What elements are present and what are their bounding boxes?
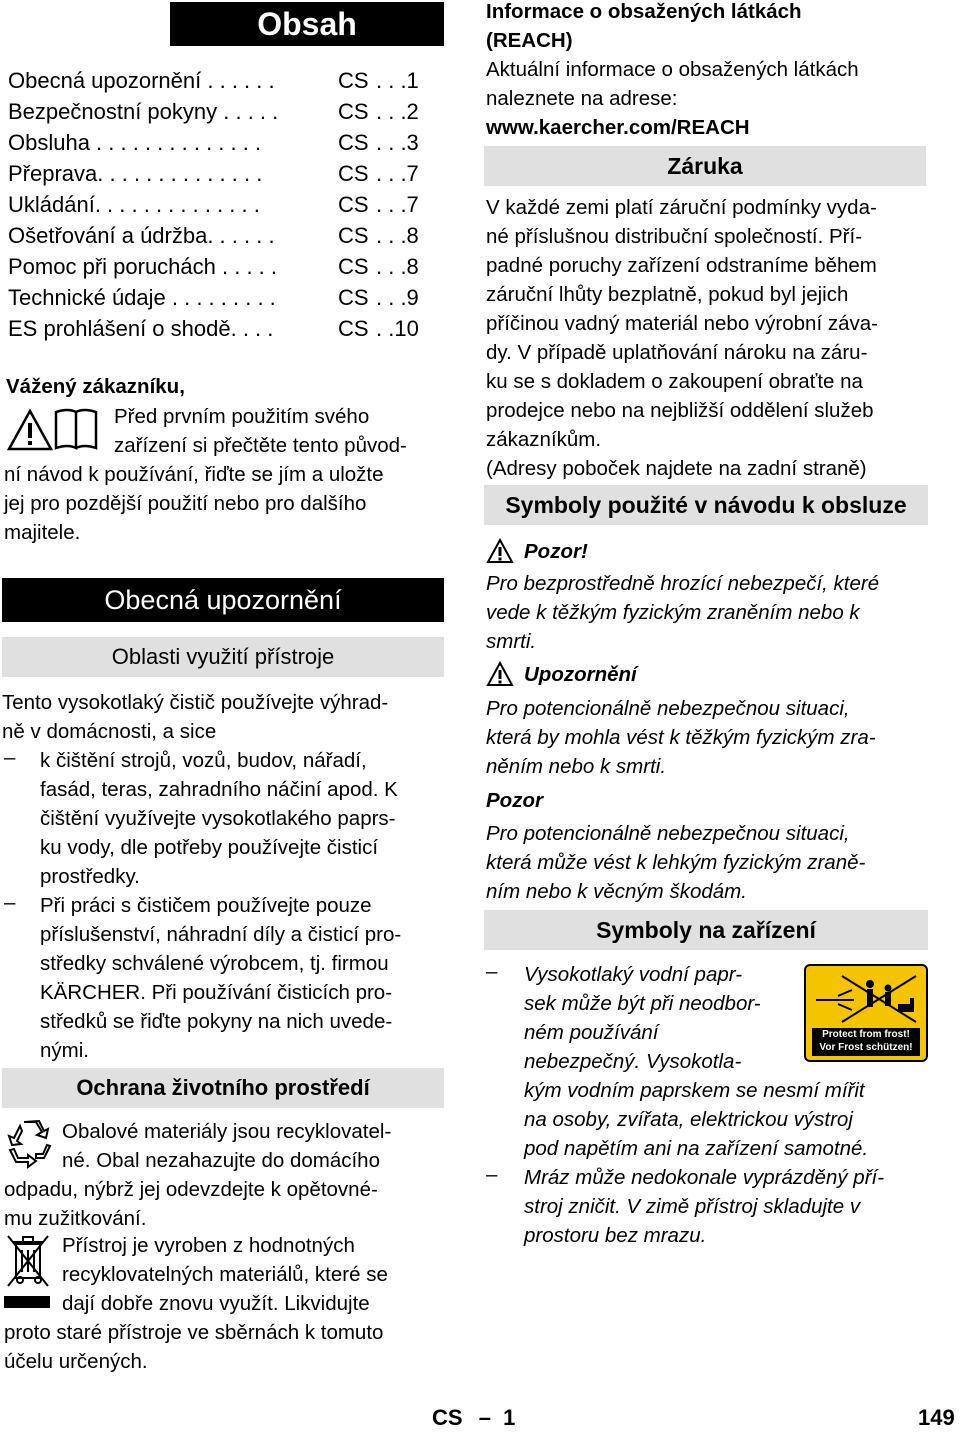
toc-item[interactable]: [8, 190, 438, 220]
toc-item-code: CS: [338, 99, 369, 124]
gen-b2-line: středky schválené výrobcem, tj. firmou: [40, 952, 389, 975]
gen-b2-line: Při práci s čističem používejte pouze: [40, 894, 372, 917]
device-bullet-dash-2: –: [486, 1163, 498, 1186]
toc-item-title: Technické údaje . . . . . . . . .: [8, 285, 276, 310]
danger-line-3: smrti.: [486, 630, 537, 653]
crossed-bin-icon: [4, 1232, 52, 1312]
warning-read-manual-icon: [6, 406, 100, 452]
env-para1-line-2: né. Obal nezahazujte do domácího: [62, 1149, 380, 1172]
toc-item-title: Bezpečnostní pokyny . . . . .: [8, 99, 279, 124]
warning-label: Upozornění: [524, 663, 637, 686]
footer-dash: –: [478, 1405, 491, 1430]
warranty-lines-line: ku se s dokladem o zakoupení obraťte na: [486, 370, 863, 393]
footer-section-code: CS: [432, 1405, 463, 1430]
toc-item-page: . .10: [376, 316, 419, 341]
gen-b1-line: k čištění strojů, vozů, budov, nářadí,: [40, 749, 367, 772]
section-title-general: Obecná upozornění: [2, 578, 444, 622]
warranty-lines-line: prodejce nebo na nejbližší oddělení služeb: [486, 399, 874, 422]
toc-item-page: . . .2: [376, 99, 419, 124]
gen-b1-line: prostředky.: [40, 865, 140, 888]
greeting: Vážený zákazníku,: [6, 375, 185, 398]
danger-line-2: vede k těžkým fyzickým zraněním nebo k: [486, 601, 860, 624]
sticker-line-1: Protect from frost!: [822, 1029, 910, 1040]
toc-item[interactable]: [8, 221, 438, 251]
warranty-lines-line: příčinou vadný materiál nebo výrobní záva-: [486, 312, 878, 335]
toc-item-title: Ošetřování a údržba. . . . . .: [8, 223, 275, 248]
reach-line-1: Aktuální informace o obsažených látkách: [486, 58, 859, 81]
danger-line-1: Pro bezprostředně hrozící nebezpečí, které: [486, 572, 880, 595]
subsection-title-usage: Oblasti využití přístroje: [2, 637, 444, 677]
warranty-lines-line: né příslušnou distribuční společností. Pří-: [486, 225, 863, 248]
warranty-lines-line: zákazníkům.: [486, 428, 602, 451]
dev-b1-line: sek může být při neodbor-: [524, 992, 761, 1015]
device-bullet-dash-1: –: [486, 960, 498, 983]
caution-line-2: která může vést k lehkým fyzickým zraně-: [486, 851, 866, 874]
usage-line-1: Tento vysokotlaký čistič používejte výhrad-: [2, 691, 389, 714]
gen-b2-line: KÄRCHER. Při používání čisticích pro-: [40, 981, 393, 1004]
env-para2-line-5: účelu určených.: [4, 1350, 148, 1373]
toc-item[interactable]: [8, 128, 438, 158]
recycle-icon: [6, 1118, 54, 1170]
toc-item-code: CS: [338, 192, 369, 217]
gen-b2-line: nými.: [40, 1039, 89, 1062]
dev-b2-line: prostoru bez mrazu.: [524, 1224, 707, 1247]
toc-item-code: CS: [338, 68, 369, 93]
gen-b2-line: příslušenství, náhradní díly a čisticí pro-: [40, 923, 402, 946]
toc-item-title: Ukládání. . . . . . . . . . . . . .: [8, 192, 260, 217]
gen-b2-line: středků se řiďte pokyny na nich uvede-: [40, 1010, 393, 1033]
footer-section-page: 1: [503, 1405, 516, 1430]
warning-line-3: něním nebo k smrti.: [486, 755, 667, 778]
danger-triangle-icon: [486, 538, 514, 564]
toc-item[interactable]: [8, 97, 438, 127]
toc-item-title: ES prohlášení o shodě. . . .: [8, 316, 274, 341]
water-jet-prohibition-icon: [812, 970, 920, 1026]
toc-item[interactable]: [8, 66, 438, 96]
footer-section: [432, 1405, 515, 1431]
dev-b2-line: Mráz může nedokonale vyprázděný pří-: [524, 1166, 885, 1189]
warning-triangle-icon: [486, 661, 514, 687]
intro-line-1: Před prvním použitím svého: [114, 405, 370, 428]
toc-item-code: CS: [338, 316, 369, 341]
sticker-line-2: Vor Frost schützen!: [819, 1042, 913, 1053]
warranty-lines-line: padné poruchy zařízení odstraníme během: [486, 254, 877, 277]
page-number: 149: [918, 1405, 955, 1430]
toc-item-title: Pomoc při poruchách . . . . .: [8, 254, 278, 279]
toc-item-title: Přeprava. . . . . . . . . . . . . .: [8, 161, 263, 186]
toc-item-code: CS: [338, 285, 369, 310]
section-title-symbols-device: Symboly na zařízení: [484, 910, 928, 950]
warranty-lines-line: (Adresy poboček najdete na zadní straně): [486, 457, 867, 480]
env-para2-line-1: Přístroj je vyroben z hodnotných: [62, 1234, 355, 1257]
danger-label: Pozor!: [524, 540, 588, 563]
toc-item-page: . . .7: [376, 161, 419, 186]
dev-b1-line: nebezpečný. Vysokotla-: [524, 1050, 742, 1073]
warning-line-2: která by mohla vést k těžkým fyzickým zra-: [486, 726, 876, 749]
warranty-lines-line: dy. V případě uplatňování nároku na záru-: [486, 341, 868, 364]
env-para2-line-4: proto staré přístroje ve sběrnách k tomuto: [4, 1321, 384, 1344]
dev-b1-line: kým vodním paprskem se nesmí mířit: [524, 1079, 865, 1102]
intro-line-4: jej pro pozdější použití nebo pro dalšího: [4, 492, 367, 515]
toc-item[interactable]: [8, 283, 438, 313]
warranty-lines-line: záruční lhůty bezplatně, pokud byl jejich: [486, 283, 849, 306]
bullet-dash-2: –: [4, 891, 16, 914]
toc-item[interactable]: [8, 314, 438, 344]
reach-line-2: naleznete na adrese:: [486, 87, 678, 110]
dev-b1-line: pod napětím ani na zařízení samotné.: [524, 1137, 869, 1160]
env-para2-line-2: recyklovatelných materiálů, které se: [62, 1263, 388, 1286]
toc-item-page: . . .3: [376, 130, 419, 155]
env-para1-line-4: mu zužitkování.: [4, 1207, 147, 1230]
caution-line-3: ním nebo k věcným škodám.: [486, 880, 747, 903]
gen-b1-line: fasád, teras, zahradního náčiní apod. K: [40, 778, 398, 801]
toc-item-code: CS: [338, 254, 369, 279]
dev-b2-line: stroj zničit. V zimě přístroj skladujte v: [524, 1195, 861, 1218]
dev-b1-line: ném používání: [524, 1021, 659, 1044]
toc-title: Obsah: [170, 2, 444, 46]
env-para2-line-3: dají dobře znovu využít. Likvidujte: [62, 1292, 370, 1315]
dev-b1-line: na osoby, zvířata, elektrickou výstroj: [524, 1108, 853, 1131]
toc-item-code: CS: [338, 223, 369, 248]
caution-line-1: Pro potencionálně nebezpečnou situaci,: [486, 822, 850, 845]
env-para1-line-1: Obalové materiály jsou recyklovatel-: [62, 1120, 392, 1143]
toc-item-page: . . .8: [376, 223, 419, 248]
toc-item[interactable]: [8, 252, 438, 282]
warning-line-1: Pro potencionálně nebezpečnou situaci,: [486, 697, 850, 720]
reach-title-line-2: (REACH): [486, 29, 573, 52]
section-title-symbols-manual: Symboly použité v návodu k obsluze: [484, 485, 928, 525]
toc-item-page: . . .8: [376, 254, 419, 279]
warranty-lines-line: V každé zemi platí záruční podmínky vyda-: [486, 196, 877, 219]
intro-line-2: zařízení si přečtěte tento původ-: [114, 434, 407, 457]
toc-item-page: . . .1: [376, 68, 419, 93]
section-title-environment: Ochrana životního prostředí: [2, 1068, 444, 1108]
toc-item-code: CS: [338, 130, 369, 155]
env-para1-line-3: odpadu, nýbrž jej odevzdejte k opětovné-: [4, 1178, 378, 1201]
usage-line-2: ně v domácnosti, a sice: [2, 720, 217, 743]
toc-item[interactable]: [8, 159, 438, 189]
intro-line-5: majitele.: [4, 521, 81, 544]
caution-label: Pozor: [486, 789, 543, 812]
sticker-label: [812, 1028, 920, 1056]
section-title-warranty: Záruka: [484, 146, 926, 186]
toc-item-title: Obecná upozornění . . . . . .: [8, 68, 275, 93]
gen-b1-line: čištění využívejte vysokotlakého paprs-: [40, 807, 396, 830]
gen-b1-line: ku vody, dle potřeby používejte čisticí: [40, 836, 379, 859]
bullet-dash-1: –: [4, 746, 16, 769]
toc-item-code: CS: [338, 161, 369, 186]
reach-url[interactable]: www.kaercher.com/REACH: [486, 116, 750, 139]
intro-line-3: ní návod k používání, řiďte se jím a uložte: [4, 463, 384, 486]
toc-item-page: . . .7: [376, 192, 419, 217]
frost-warning-sticker: [804, 964, 928, 1062]
toc-item-title: Obsluha . . . . . . . . . . . . . .: [8, 130, 262, 155]
reach-title-line-1: Informace o obsažených látkách: [486, 0, 802, 23]
dev-b1-line: Vysokotlaký vodní papr-: [524, 963, 743, 986]
toc-item-page: . . .9: [376, 285, 419, 310]
